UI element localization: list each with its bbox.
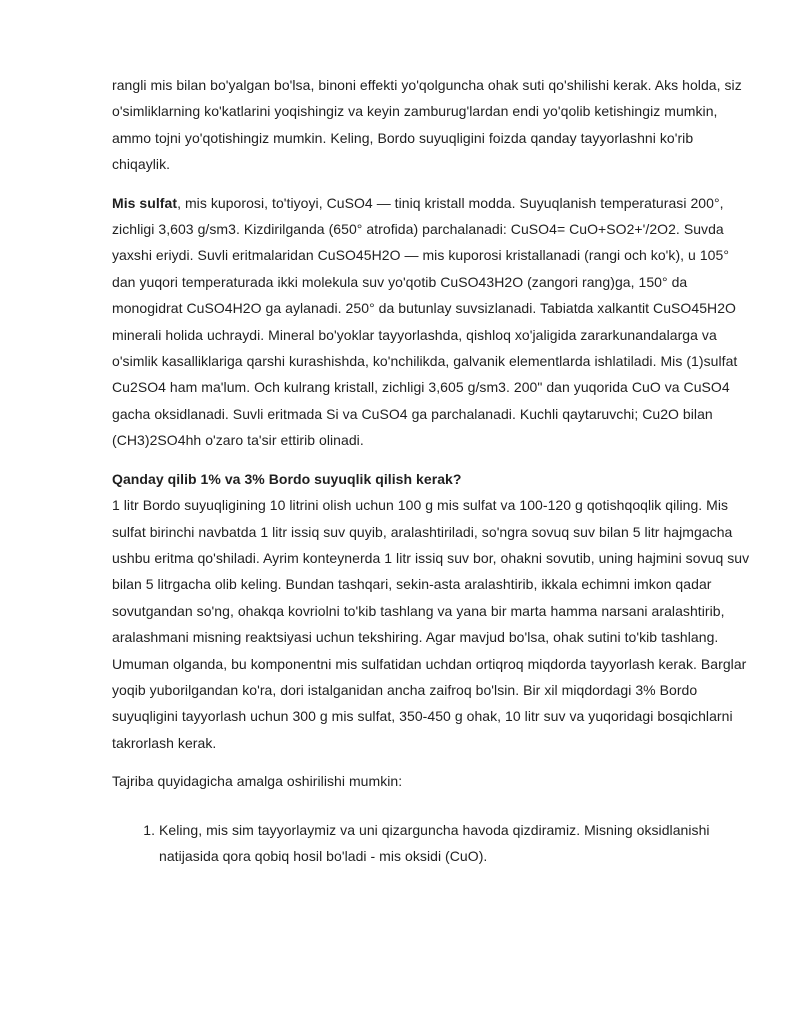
copper-sulfate-paragraph: [112, 190, 752, 454]
document-page: [112, 72, 752, 869]
list-item: 1. Keling, mis sim tayyorlaymiz va uni qizarguncha havoda qizdiramiz. Misning oksidlanishi natijasida qora qobiq hosil bo'ladi - mis oksidi (CuO).: [159, 817, 752, 870]
experiment-steps-list: [112, 817, 752, 870]
recipe-paragraph: 1 litr Bordo suyuqligining 10 litrini olish uchun 100 g mis sulfat va 100-120 g qotishqoqlik qiling. Mis sulfat birinchi navbatda 1 litr issiq suv quyib, aralashtiriladi, so'ngra sovuq suv bilan 5 litr hajmgacha ushbu eritma qo'shiladi. Ayrim konteynerda 1 litr issiq suv bor, ohakni sovutib, uning hajmini sovuq suv bilan 5 litrgacha olib keling. Bundan tashqari, sekin-asta aralashtirib, ikkala echimni imkon qadar sovutgandan so'ng, ohakqa kovriolni to'kib tashlang va yana bir marta hamma narsani aralashtirib, aralashmani misning reaktsiyasi uchun tekshiring. Agar mavjud bo'lsa, ohak sutini to'kib tashlang. Umuman olganda, bu komponentni mis sulfatidan uchdan ortiqroq miqdorda tayyorlash kerak. Barglar yoqib yuborilgandan ko'ra, dori istalganidan ancha zaifroq bo'lsin. Bir xil miqdordagi 3% Bordo suyuqligini tayyorlash uchun 300 g mis sulfat, 350-450 g ohak, 10 litr suv va yuqoridagi bosqichlarni takrorlash kerak.: [112, 497, 750, 751]
experiment-intro: Tajriba quyidagicha amalga oshirilishi mumkin:: [112, 773, 403, 790]
copper-sulfate-term: Mis sulfat: [112, 194, 178, 211]
intro-paragraph: rangli mis bilan bo'yalgan bo'lsa, binoni effekti yo'qolguncha ohak suti qo'shilishi kerak. Aks holda, siz o'simliklarning ko'katlarini yoqishingiz va keyin zamburug'lardan endi yo'qolib ketishingiz mumkin, ammo tojni yo'qotishingiz mumkin. Keling, Bordo suyuqligini foizda qanday tayyorlashni ko'rib chiqaylik.: [112, 77, 742, 173]
section-heading: Qanday qilib 1% va 3% Bordo suyuqlik qilish kerak?: [112, 470, 462, 487]
copper-sulfate-description: , mis kuporosi, to'tiyoyi, CuSO4 — tiniq kristall modda. Suyuqlanish temperaturasi 200°, zichligi 3,603 g/sm3. Kizdirilganda (650° atrofida) parchalanadi: CuSO4= CuO+SO2+'/2O2. Suvda yaxshi eriydi. Suvli eritmalaridan CuSO45H2O — mis kuporosi kristallanadi (rangi och ko'k), u 105° dan yuqori temperaturada ikki molekula suv yo'qotib CuSO43H2O (zangori rang)ga, 150° da monogidrat CuSO4H2O ga aylanadi. 250° da butunlay suvsizlanadi. Tabiatda xalkantit CuSO45H2O minerali holida uchraydi. Mineral bo'yoklar tayyorlashda, qishloq xo'jaligida zararkunandalarga va o'simlik kasalliklariga qarshi kurashishda, ko'nchilikda, galvanik elementlarda ishlatiladi. Mis (1)sulfat Cu2SO4 ham ma'lum. Och kulrang kristall, zichligi 3,605 g/sm3. 200" dan yuqorida CuO va CuSO4 gacha oksidlanadi. Suvli eritmada Si va CuSO4 ga parchalanadi. Kuchli qaytaruvchi; Cu2O bilan (CH3)2SO4hh o'zaro ta'sir ettirib olinadi.: [112, 194, 738, 449]
